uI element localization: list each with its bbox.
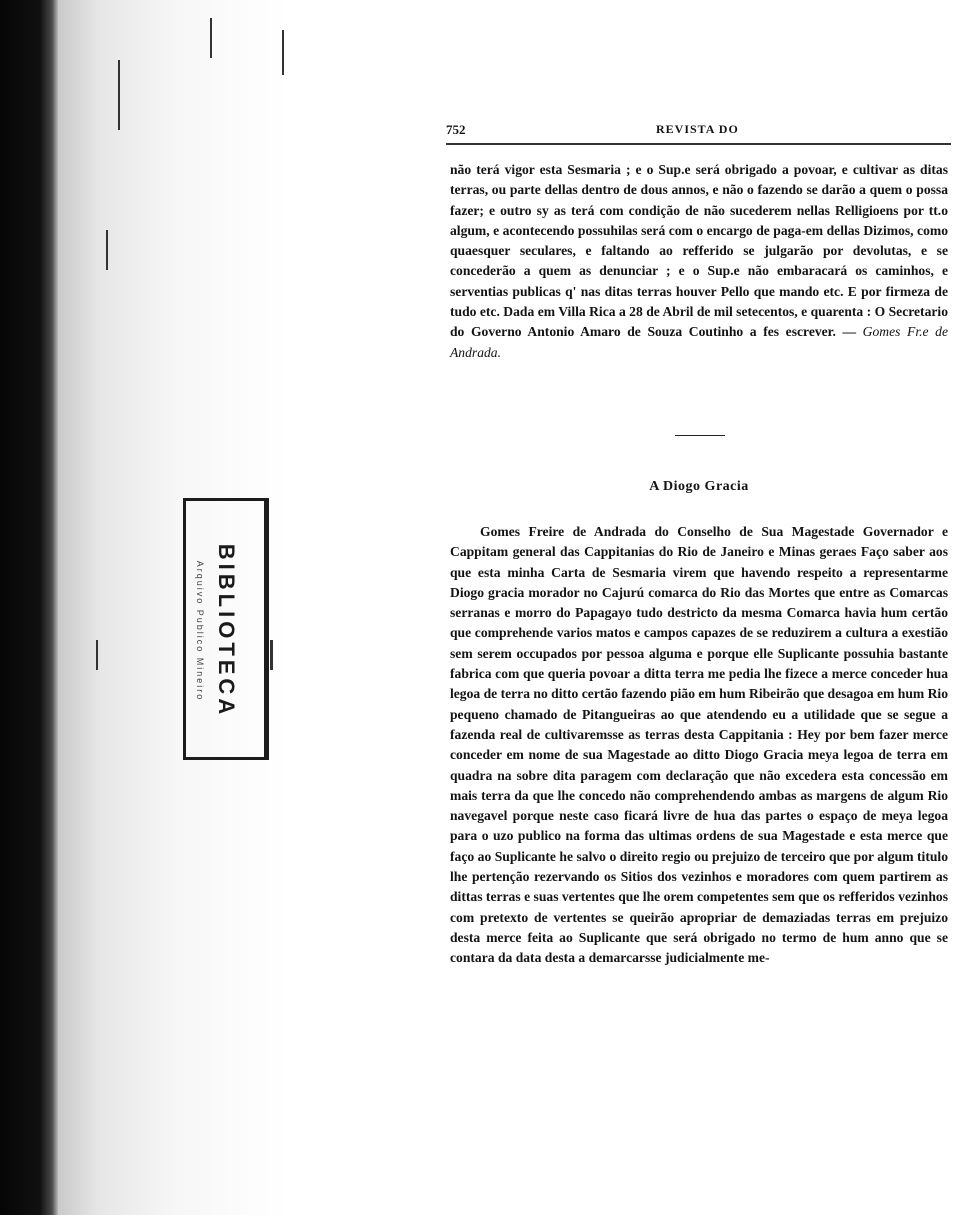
scan-speck	[210, 18, 212, 58]
section-title: A Diogo Gracia	[649, 479, 749, 494]
running-title: REVISTA DO	[656, 122, 739, 136]
paragraph-continuation-text: não terá vigor esta Sesmaria ; e o Sup.e será obrigado a povoar, e cultivar as ditas terras, ou parte dellas dentro de dous annos, e não o fazendo se darão a quem o possa fazer; e outro sy as terá com condição de não sucederem nellas Relligioens por tt.o algum, e acontecendo possuhilas será com o encargo de paga-em dellas Dizimos, como quaesquer seculares, e faltando ao refferido se julgarão por devolutas, e se concederão a quem as denunciar ; e o Sup.e não embaracará os caminhos, e serventias publicas q' nas ditas terras houver Pello que mando etc. E por firmeza de tudo etc. Dada em Villa Rica a 28 de Abril de mil setecentos, e quarenta : O Secretario do Governo Antonio Amaro de Souza Coutinho a fes escrever. —	[450, 162, 948, 340]
paragraph-continuation	[450, 160, 948, 363]
header-rule	[446, 143, 951, 145]
scan-speck	[118, 60, 120, 130]
scan-speck	[282, 30, 284, 75]
section-divider	[675, 435, 725, 436]
signature: Gomes Fr.e de Andrada.	[450, 324, 948, 360]
running-header	[446, 122, 946, 142]
scan-speck	[106, 230, 108, 270]
library-stamp	[183, 498, 269, 760]
library-stamp-text: BIBLIOTECA	[214, 543, 239, 719]
scan-dark-margin	[0, 0, 58, 1215]
scan-speck	[96, 640, 98, 670]
library-stamp-subtext: Arquivo Publico Mineiro	[195, 560, 205, 702]
page-number: 752	[446, 122, 466, 137]
paragraph-main: Gomes Freire de Andrada do Conselho de Sua Magestade Governador e Cappitam general das Cappitanias do Rio de Janeiro e Minas geraes Faço saber aos que esta minha Carta de Sesmaria virem que havendo respeito a representarme Diogo gracia morador no Cajurú comarca do Rio das Mortes que entre as Comarcas serranas e morro do Papagayo tudo destricto da mesma Comarca havia hum certão que comprehende varios matos e campos capazes de se reduzirem a cultura a exestião sem serem occupados por pessoa alguma e porque elle Suplicante possuhia bastante fabrica com que queria povoar a ditta terra me pedia lhe fizece a merce conceder hua legoa de terra no ditto certão fazendo pião em hum Ribeirão que desagoa em hum Rio pequeno chamado de Pitangueiras ao que atendendo eu a utilidade que se segue a fazenda real de cultivaremsse as terras desta Cappitania : Hey por bem fazer merce conceder em nome de sua Magestade ao ditto Diogo Gracia meya legoa de terra em quadra na sobre dita paragem com declaração que não excedera esta concessão em mais terra da que lhe concedo não comprehendendo ambas as margens de algum Rio navegavel porque neste caso ficará livre de hua das partes o espaço de meya legoa para o uzo publico na forma das ultimas ordens de sua Magestade e esta merce que faço ao Suplicante he salvo o direito regio ou prejuizo de terceiro que por algum titulo lhe pertenção rezervando os Sitios dos vezinhos e moradores com quem partirem as dittas terras e suas vertentes que lhe orem competentes sem que os refferidos vezinhos com pretexto de vertentes se queirão apropriar de demaziadas terras em prejuizo desta merce feita ao Suplicante que será obrigado no termo de hum anno que se contara da data desta a demarcarsse judicialmente me-	[450, 524, 949, 966]
scan-speck	[270, 640, 273, 670]
